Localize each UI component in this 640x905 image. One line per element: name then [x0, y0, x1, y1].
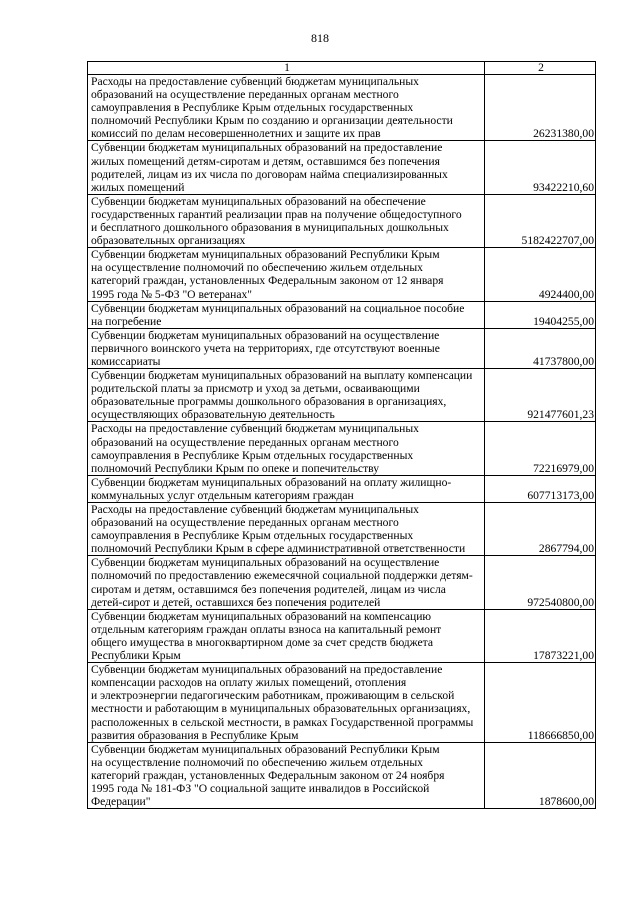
description-line: на осуществление полномочий по обеспечению жильем отдельных — [91, 755, 423, 769]
amount-cell: 41737800,00 — [485, 328, 596, 368]
table-row — [88, 422, 596, 475]
table-header-row — [88, 62, 596, 75]
amount-cell: 72216979,00 — [485, 422, 596, 475]
description-line: Субвенции бюджетам муниципальных образований на компенсацию — [91, 609, 432, 623]
amount-cell: 17873221,00 — [485, 609, 596, 662]
amount-cell: 2867794,00 — [485, 503, 596, 556]
description-line: коммунальных услуг отдельным категориям граждан — [91, 488, 354, 502]
description-line: Субвенции бюджетам муниципальных образований на выплату компенсации — [91, 369, 473, 383]
budget-table — [87, 61, 596, 809]
expense-description — [88, 301, 485, 328]
description-line: Субвенции бюджетам муниципальных образований Республики Крым — [91, 742, 440, 756]
description-line: Республики Крым — [91, 649, 181, 663]
column-header-1: 1 — [88, 62, 485, 75]
amount-cell: 607713173,00 — [485, 475, 596, 502]
table-row — [88, 742, 596, 808]
description-line: отдельным категориям граждан оплаты взноса на капитальный ремонт — [91, 622, 442, 636]
expense-description — [88, 248, 485, 301]
expense-description — [88, 663, 485, 743]
description-line: и электроэнергии педагогическим работникам, проживающим в сельской — [91, 689, 455, 703]
description-line: самоуправления в Республике Крым отдельных государственных — [91, 448, 414, 462]
table-body — [88, 75, 596, 809]
description-line: категорий граждан, установленных Федеральным законом от 12 января — [91, 274, 444, 288]
description-line: на погребение — [91, 314, 162, 328]
table-row — [88, 369, 596, 422]
table-row — [88, 609, 596, 662]
description-line: сиротам и детям, оставшимся без попечения родителей, лицам из числа — [91, 582, 446, 596]
description-line: осуществляющих образовательную деятельность — [91, 408, 335, 422]
description-line: родителей, лицам из их числа по договорам найма специализированных — [91, 167, 448, 181]
table-row — [88, 503, 596, 556]
description-line: полномочий Республики Крым по опеке и попечительству — [91, 461, 380, 475]
column-header-2: 2 — [485, 62, 596, 75]
description-line: образований на осуществление переданных органам местного — [91, 516, 399, 530]
description-line: родительской платы за присмотр и уход за детьми, осваивающими — [91, 382, 420, 396]
table-row — [88, 75, 596, 141]
table-row — [88, 301, 596, 328]
description-line: Субвенции бюджетам муниципальных образований Республики Крым — [91, 248, 440, 262]
description-line: Федерации" — [91, 795, 151, 809]
description-line: и бесплатного дошкольного образования в муниципальных дошкольных — [91, 221, 449, 235]
description-line: образований на осуществление переданных органам местного — [91, 88, 399, 102]
description-line: Субвенции бюджетам муниципальных образований на предоставление — [91, 663, 443, 677]
amount-cell: 19404255,00 — [485, 301, 596, 328]
description-line: Субвенции бюджетам муниципальных образований на осуществление — [91, 328, 440, 342]
description-line: жилых помещений детям-сиротам и детям, оставшимся без попечения — [91, 154, 440, 168]
expense-description — [88, 742, 485, 808]
description-line: образований на осуществление переданных органам местного — [91, 435, 399, 449]
description-line: комиссий по делам несовершеннолетних и защите их прав — [91, 127, 381, 141]
description-line: Расходы на предоставление субвенций бюджетам муниципальных — [91, 75, 419, 88]
description-line: Субвенции бюджетам муниципальных образований на предоставление — [91, 141, 443, 155]
description-line: 1995 года № 181-ФЗ "О социальной защите инвалидов в Российской — [91, 781, 430, 795]
description-line: полномочий Республики Крым по созданию и организации деятельности — [91, 114, 453, 128]
expense-description — [88, 141, 485, 194]
expense-description — [88, 556, 485, 609]
description-line: Субвенции бюджетам муниципальных образований на обеспечение — [91, 194, 426, 208]
expense-description — [88, 503, 485, 556]
table-row — [88, 328, 596, 368]
description-line: комиссариаты — [91, 354, 161, 368]
expense-description — [88, 194, 485, 247]
amount-cell: 118666850,00 — [485, 663, 596, 743]
expense-description — [88, 328, 485, 368]
amount-cell: 93422210,60 — [485, 141, 596, 194]
description-line: полномочий по предоставлению ежемесячной социальной поддержки детям- — [91, 569, 473, 583]
description-line: Субвенции бюджетам муниципальных образований на социальное пособие — [91, 301, 465, 315]
description-line: 1995 года № 5-ФЗ "О ветеранах" — [91, 287, 253, 301]
description-line: государственных гарантий реализации прав на получение общедоступного — [91, 207, 462, 221]
description-line: категорий граждан, установленных Федеральным законом от 24 ноября — [91, 768, 445, 782]
description-line: компенсации расходов на оплату жилых помещений, отопления — [91, 676, 407, 690]
description-line: первичного воинского учета на территориях, где отсутствуют военные — [91, 341, 440, 355]
description-line: самоуправления в Республике Крым отдельных государственных — [91, 529, 414, 543]
expense-description — [88, 475, 485, 502]
description-line: местности и работающим в муниципальных образовательных организациях, — [91, 702, 471, 716]
amount-cell: 1878600,00 — [485, 742, 596, 808]
description-line: Субвенции бюджетам муниципальных образований на оплату жилищно- — [91, 475, 452, 489]
description-line: Расходы на предоставление субвенций бюджетам муниципальных — [91, 422, 419, 436]
table-row — [88, 663, 596, 743]
expense-description — [88, 369, 485, 422]
description-line: Субвенции бюджетам муниципальных образований на осуществление — [91, 556, 440, 570]
table-row — [88, 248, 596, 301]
amount-cell: 972540800,00 — [485, 556, 596, 609]
description-line: общего имущества в многоквартирном доме за счет средств бюджета — [91, 635, 433, 649]
description-line: детей-сирот и детей, оставшихся без попечения родителей — [91, 595, 381, 609]
expense-description — [88, 422, 485, 475]
amount-cell: 5182422707,00 — [485, 194, 596, 247]
description-line: самоуправления в Республике Крым отдельных государственных — [91, 101, 414, 115]
description-line: Расходы на предоставление субвенций бюджетам муниципальных — [91, 503, 419, 516]
table-row — [88, 556, 596, 609]
table-row — [88, 194, 596, 247]
amount-cell: 921477601,23 — [485, 369, 596, 422]
amount-cell: 26231380,00 — [485, 75, 596, 141]
description-line: расположенных в сельской местности, в рамках Государственной программы — [91, 715, 474, 729]
expense-description — [88, 609, 485, 662]
page-number: 818 — [311, 31, 329, 45]
description-line: полномочий Республики Крым в сфере административной ответственности — [91, 542, 466, 556]
description-line: образовательных организациях — [91, 234, 246, 248]
description-line: развития образования в Республике Крым — [91, 728, 299, 742]
expense-description — [88, 75, 485, 141]
table-row — [88, 141, 596, 194]
description-line: на осуществление полномочий по обеспечению жильем отдельных — [91, 261, 423, 275]
amount-cell: 4924400,00 — [485, 248, 596, 301]
description-line: образовательные программы дошкольного образования в организациях, — [91, 395, 447, 409]
description-line: жилых помещений — [91, 180, 185, 194]
table-row — [88, 475, 596, 502]
